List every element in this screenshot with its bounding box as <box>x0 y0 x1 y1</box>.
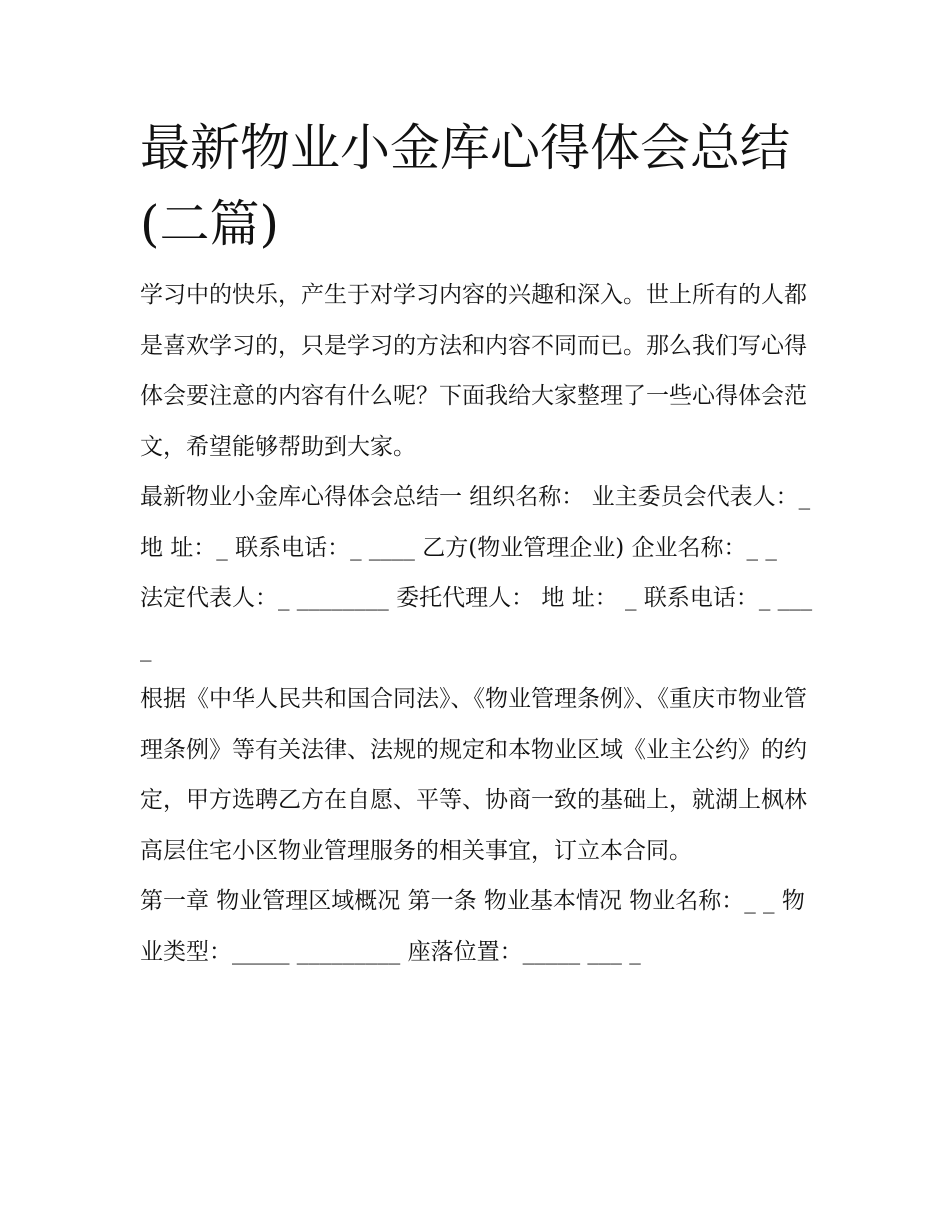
paragraph-parties: 最新物业小金库心得体会总结一 组织名称： 业主委员会代表人：_ 地 址：_ 联系电话：_ ____ 乙方(物业管理企业) 企业名称：_ _ <box>140 484 811 561</box>
document-title: 最新物业小金库心得体会总结(二篇) <box>140 119 790 253</box>
paragraph-intro: 学习中的快乐，产生于对学习内容的兴趣和深入。世上所有的人都是喜欢学习的，只是学习的方法和内容不同而已。那么我们写心得体会要注意的内容有什么呢？下面我给大家整理了一些心得体会范文，希望能够帮助到大家。 <box>140 282 807 460</box>
document-page <box>140 110 815 977</box>
paragraph-chapter-one: 第一章 物业管理区域概况 第一条 物业基本情况 物业名称：_ _ 物业类型：_____ _________ 座落位置：_____ ___ _ <box>140 888 805 965</box>
paragraph-basis: 根据《中华人民共和国合同法》、《物业管理条例》、《重庆市物业管理条例》等有关法律、法规的规定和本物业区域《业主公约》的约定，甲方选聘乙方在自愿、平等、协商一致的基础上，就湖上枫林高层住宅小区物业管理服务的相关事宜，订立本合同。 <box>140 686 807 864</box>
paragraph-legal-rep: 法定代表人：_ ________ 委托代理人： 地 址： _ 联系电话：_ ___ _ <box>140 585 813 662</box>
